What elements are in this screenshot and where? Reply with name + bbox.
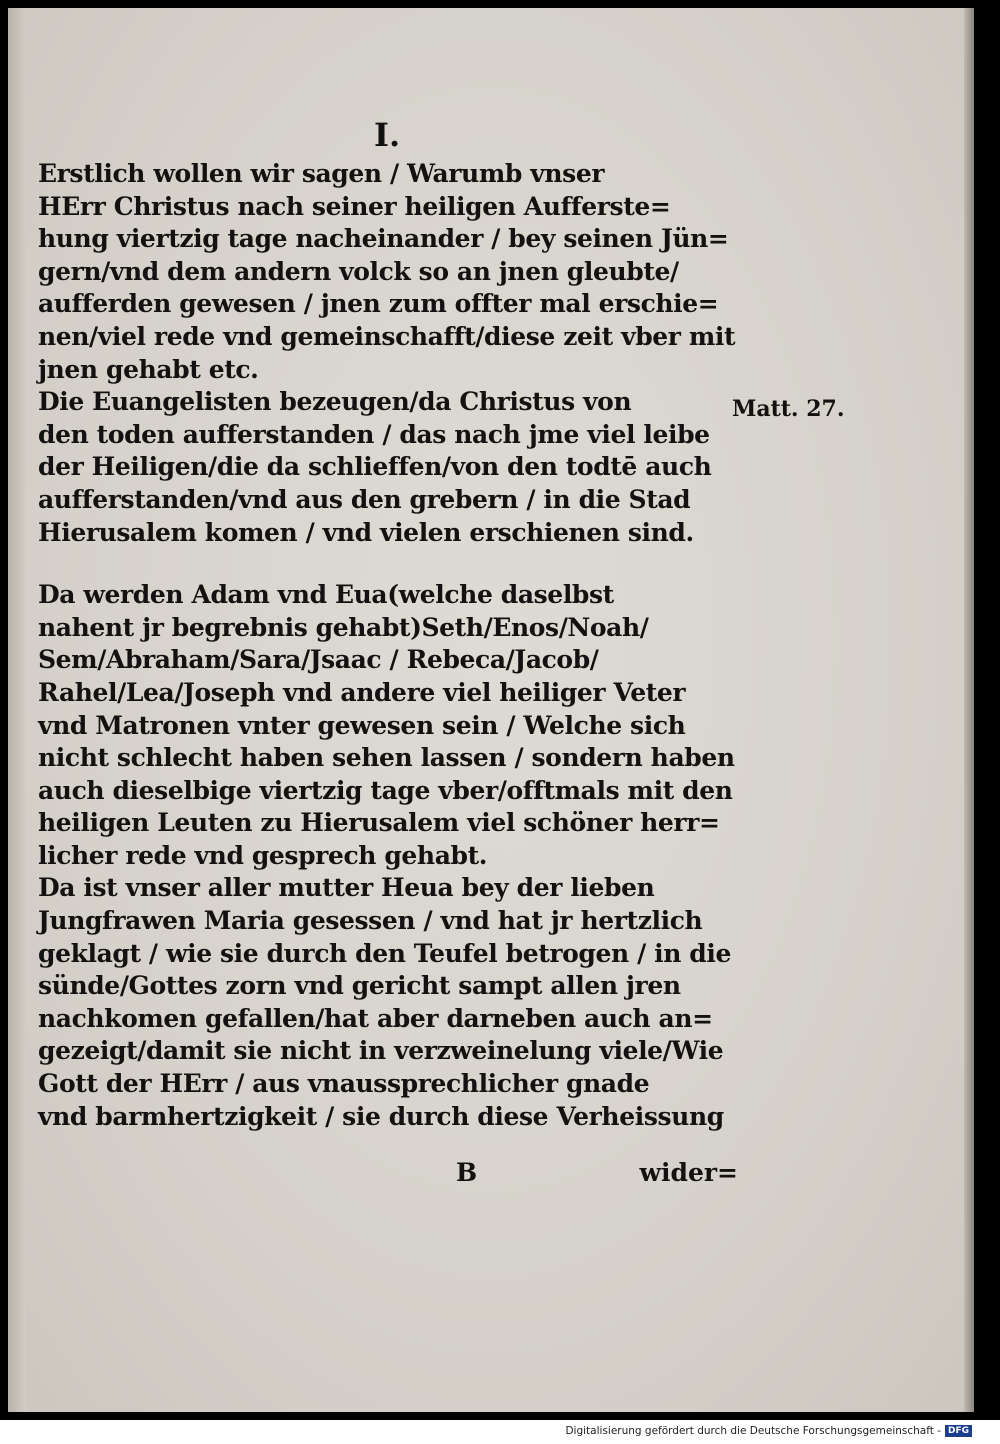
paragraph-gap <box>38 549 738 579</box>
signature-mark: B <box>456 1158 478 1187</box>
text-line: Sem/Abraham/Sara/Jsaac / Rebeca/Jacob/ <box>38 645 599 675</box>
credit-text: Digitalisierung gefördert durch die Deutsche Forschungsgemeinschaft - <box>565 1425 941 1437</box>
text-line: Die Euangelisten bezeugen/da Christus von <box>38 387 632 417</box>
text-line: vnd Matronen vnter gewesen sein / Welche sich <box>38 710 686 740</box>
text-line: gern/vnd dem andern volck so an jnen gleubte/ <box>38 256 679 286</box>
text-line: heiligen Leuten zu Hierusalem viel schöner herr= <box>38 808 720 838</box>
book-page <box>8 8 974 1412</box>
text-line: gezeigt/damit sie nicht in verzweinelung viele/Wie <box>38 1036 724 1066</box>
text-line: HErr Christus nach seiner heiligen Aufferste= <box>38 191 671 221</box>
text-line: nen/viel rede vnd gemeinschafft/diese zeit vber mit <box>38 321 736 351</box>
text-line: licher rede vnd gesprech gehabt. <box>38 840 488 870</box>
text-line: sünde/Gottes zorn vnd gericht sampt allen jren <box>38 971 681 1001</box>
text-line: Jungfrawen Maria gesessen / vnd hat jr hertzlich <box>38 906 703 936</box>
text-line: nachkomen gefallen/hat aber darneben auch an= <box>38 1003 713 1033</box>
text-line: jnen gehabt etc. <box>38 354 259 384</box>
section-marker: I. <box>374 116 401 154</box>
text-line: Rahel/Lea/Joseph vnd andere viel heiliger Veter <box>38 677 686 707</box>
text-line: Da ist vnser aller mutter Heua bey der lieben <box>38 873 655 903</box>
dfg-logo: DFG <box>945 1425 972 1437</box>
text-line: geklagt / wie sie durch den Teufel betrogen / in die <box>38 938 731 968</box>
margin-note: Matt. 27. <box>732 396 845 422</box>
digitization-credit <box>565 1425 972 1437</box>
text-line: Hierusalem komen / vnd vielen erschienen sind. <box>38 517 694 547</box>
text-line: Da werden Adam vnd Eua(welche daselbst <box>38 580 614 610</box>
text-line: nahent jr begrebnis gehabt)Seth/Enos/Noah/ <box>38 612 649 642</box>
text-line: auch dieselbige viertzig tage vber/offtmals mit den <box>38 775 733 805</box>
page-edge <box>964 8 974 1412</box>
text-line: aufferstanden/vnd aus den grebern / in die Stad <box>38 484 691 514</box>
page-footer-row <box>38 1158 738 1192</box>
text-line: der Heiligen/die da schlieffen/von den todtē auch <box>38 452 712 482</box>
text-line: Erstlich wollen wir sagen / Warumb vnser <box>38 159 605 188</box>
text-line: hung viertzig tage nacheinander / bey seinen Jün= <box>38 224 729 254</box>
catchword: wider= <box>639 1158 738 1187</box>
page-gutter <box>8 8 26 1412</box>
text-line: aufferden gewesen / jnen zum offter mal erschie= <box>38 289 719 319</box>
text-line: den toden aufferstanden / das nach jme viel leibe <box>38 419 710 449</box>
text-line: Gott der HErr / aus vnaussprechlicher gnade <box>38 1069 650 1099</box>
text-line: vnd barmhertzigkeit / sie durch diese Verheissung <box>38 1101 724 1131</box>
body-text <box>38 158 738 1133</box>
text-line: nicht schlecht haben sehen lassen / sondern haben <box>38 743 735 773</box>
